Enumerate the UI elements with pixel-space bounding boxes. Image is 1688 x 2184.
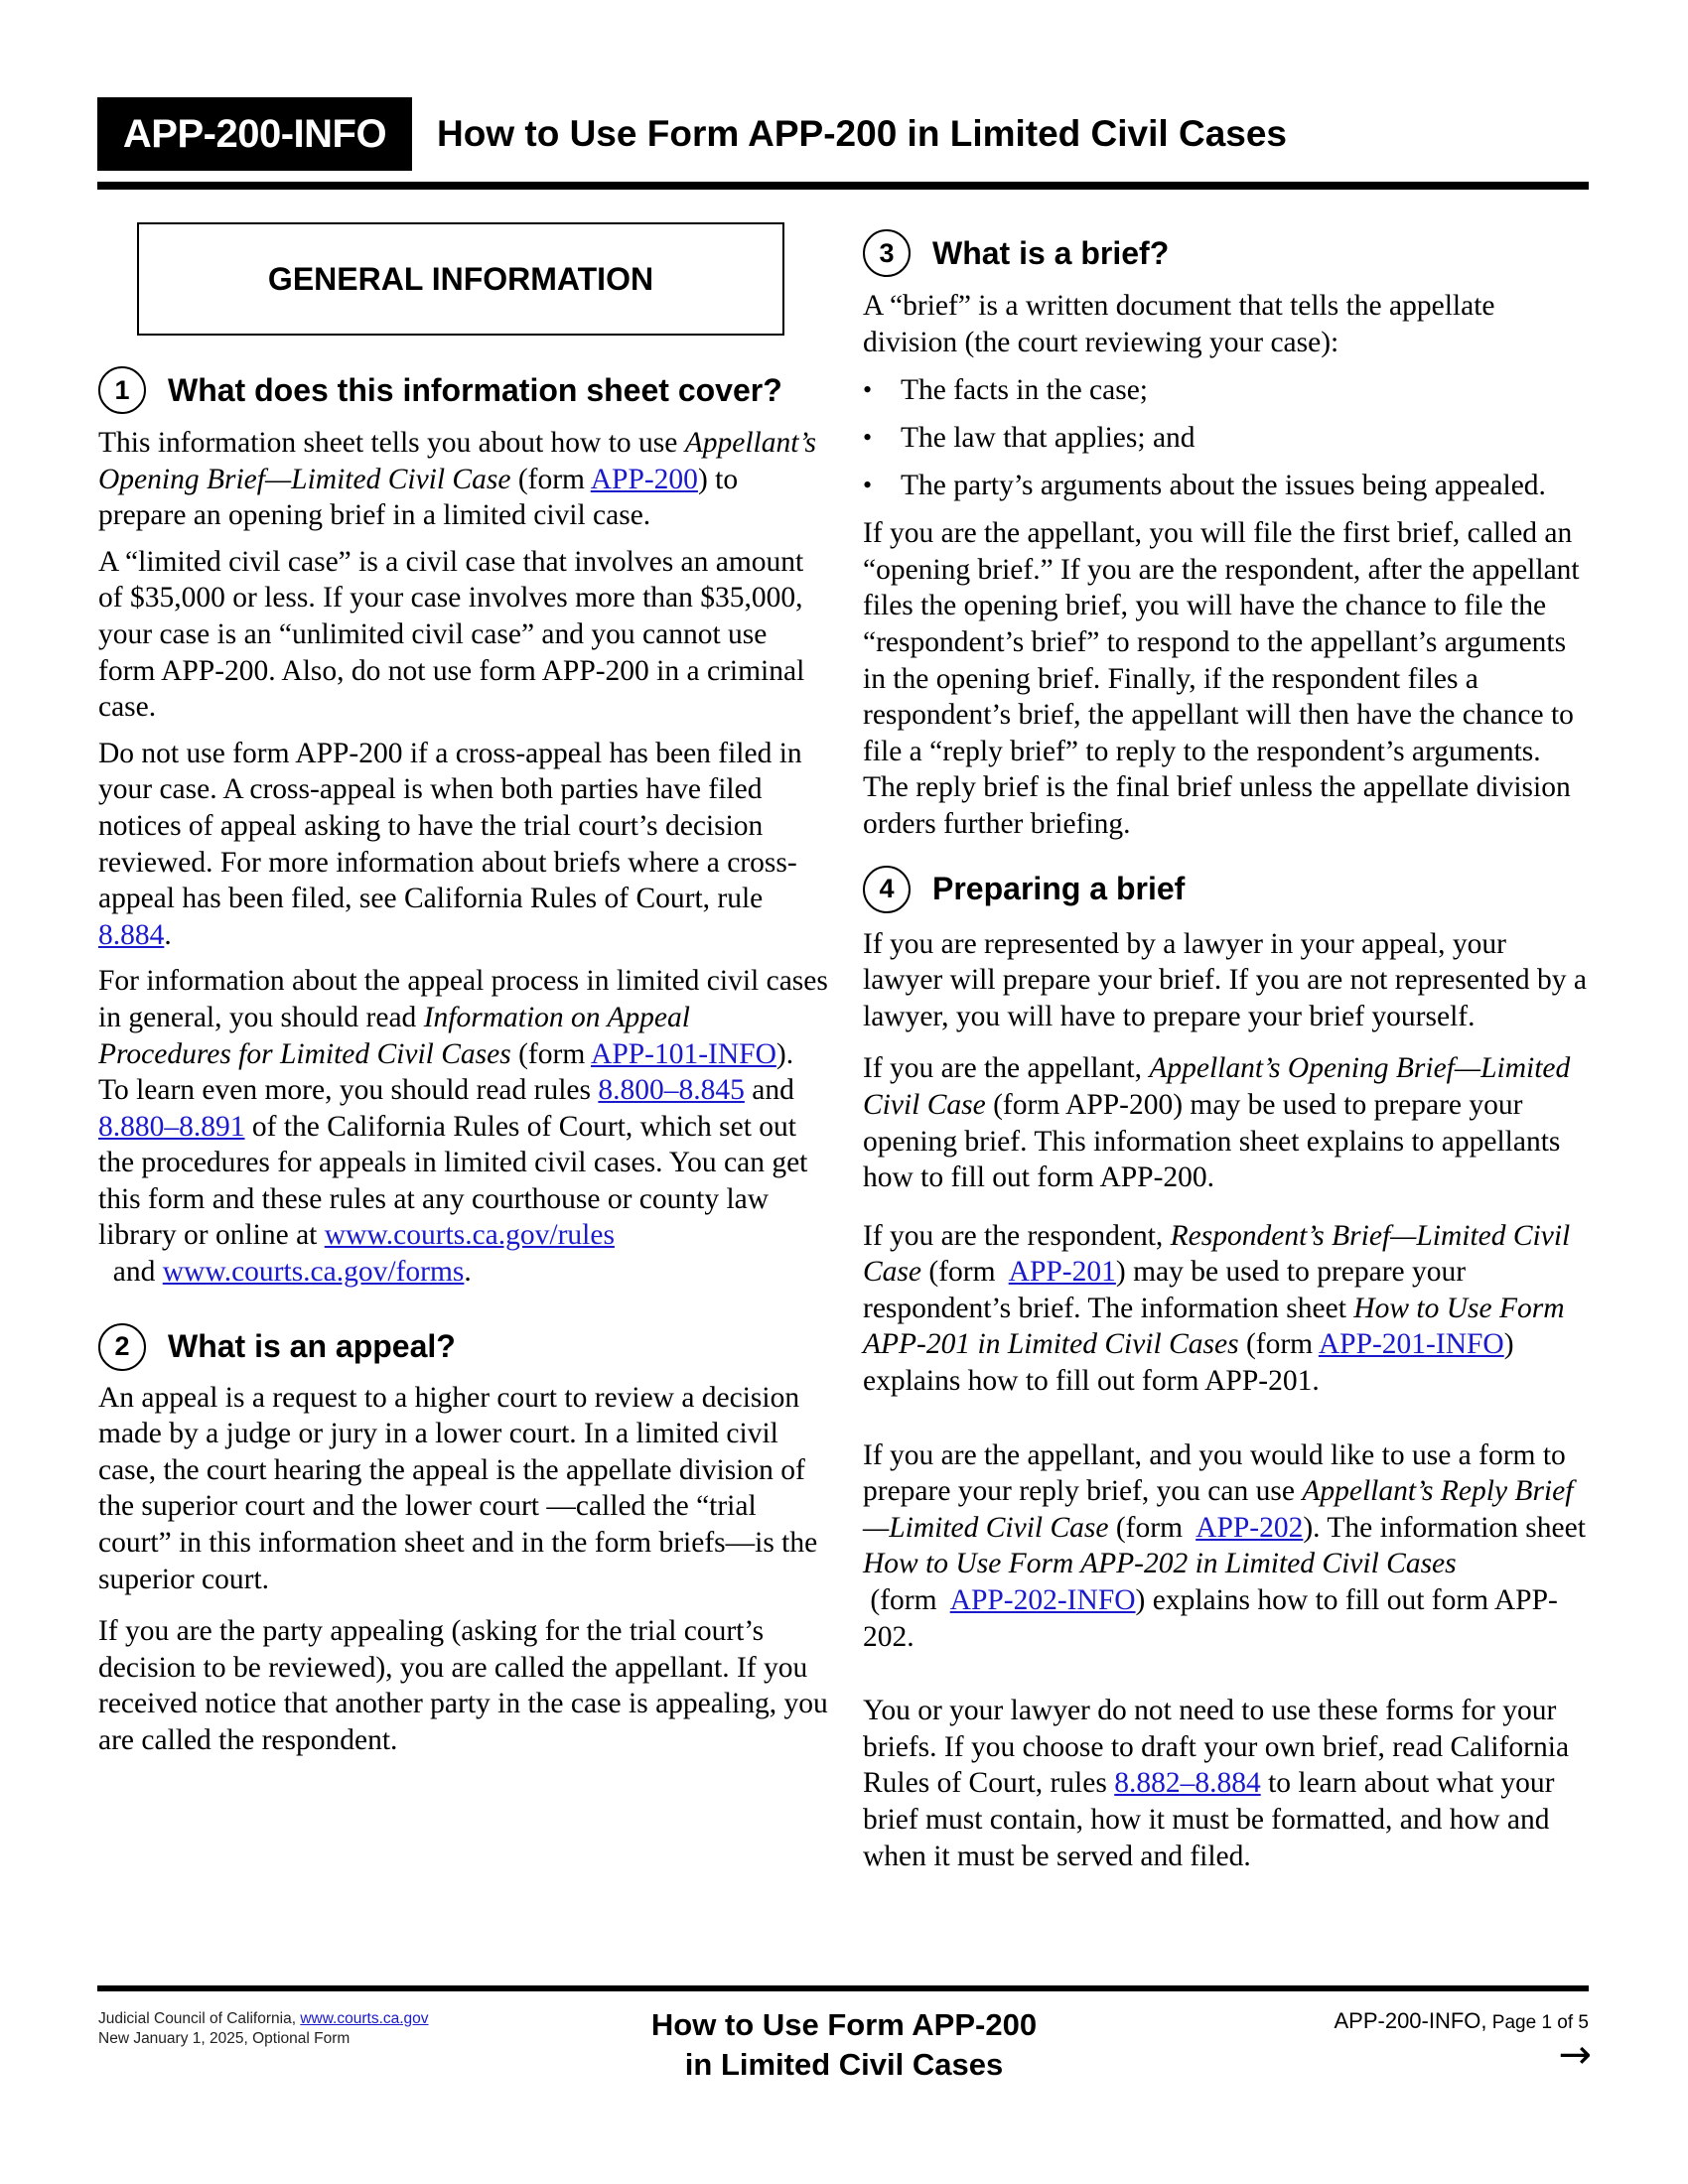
form-title-italic: Appellant’s Opening Brief—Limited Civil Case [863, 1052, 1571, 1121]
next-page-arrow-icon[interactable]: → [1558, 2032, 1592, 2078]
section-2-paragraph-1: An appeal is a request to a higher court to review a decision made by a judge or jury in a lower court. In a limited civil case, the court hearing the appeal is the appellate division of the superior court and the lower court —called the “trial court” in this information sheet and in the form briefs—is the superior court. [98, 1381, 818, 1595]
form-title-italic: How to Use Form APP-201 in Limited Civil Cases [863, 1292, 1565, 1361]
link-rules-8-880-8-891[interactable]: 8.880–8.891 [98, 1110, 245, 1143]
form-title-italic: Respondent’s Brief—Limited Civil Case [863, 1219, 1571, 1289]
link-app-201[interactable]: APP-201 [1008, 1256, 1116, 1289]
bullet-icon: • [863, 471, 873, 500]
section-2-paragraph-2: If you are the party appealing (asking for the trial court’s decision to be reviewed), you are called the appellant. If you received notice that another party in the case is appealing, you are called the respondent. [98, 1615, 828, 1756]
footer-divider [97, 1985, 1589, 1991]
text: and [744, 1074, 794, 1107]
section-1-paragraph-3 [98, 736, 828, 954]
text: (form [1108, 1511, 1196, 1544]
text: ) explains how to fill out form APP-201. [863, 1328, 1514, 1398]
link-courts-rules[interactable]: www.courts.ca.gov/rules [324, 1219, 615, 1252]
text: ). To learn even more, you should read rules [98, 1037, 794, 1107]
section-4-paragraph-5 [863, 1693, 1593, 1874]
link-rule-8-884[interactable]: 8.884 [98, 918, 165, 951]
text: If you are the appellant, and you would like to use a form to prepare your reply brief, you can use [863, 1438, 1566, 1508]
publisher-name: Judicial Council of California, [98, 2010, 301, 2027]
link-courts-home[interactable]: www.courts.ca.gov [300, 2010, 429, 2027]
general-information-label: GENERAL INFORMATION [267, 260, 654, 297]
form-code-badge: APP-200-INFO [97, 97, 412, 171]
text: ) to prepare an opening brief in a limited civil case. [98, 463, 739, 532]
link-rules-8-882-8-884[interactable]: 8.882–8.884 [1114, 1767, 1261, 1800]
form-title-italic: Appellant’s Reply Brief—Limited Civil Case [863, 1475, 1574, 1544]
general-information-box [137, 222, 784, 336]
section-1-paragraph-2: A “limited civil case” is a civil case that involves an amount of $35,000 or less. If your case involves more than $35,000, your case is an “unlimited civil case” and you cannot use form APP-200. Also, do not use form APP-200 in a criminal case. [98, 545, 805, 724]
text: (form [510, 463, 591, 495]
list-item [863, 372, 1593, 420]
footer-publisher [98, 2009, 429, 2049]
form-title-italic: Appellant’s Opening Brief—Limited Civil Case [98, 427, 816, 495]
page-title: How to Use Form APP-200 in Limited Civil Cases [437, 113, 1288, 154]
text: ). The information sheet [1303, 1511, 1586, 1544]
text: If you are the appellant, [863, 1052, 1150, 1085]
section-number-circle-icon: 3 [863, 229, 911, 277]
list-item-text: The law that applies; and [901, 422, 1196, 455]
section-2-title: What is an appeal? [168, 1328, 456, 1365]
list-item-text: The facts in the case; [901, 374, 1148, 407]
link-app-101-info[interactable]: APP-101-INFO [591, 1037, 776, 1070]
text: This information sheet tells you about how to use [98, 427, 685, 459]
section-2-heading [98, 1320, 828, 1374]
section-3-intro: A “brief” is a written document that tells the appellate division (the court reviewing your case): [863, 290, 1495, 358]
text: (form [863, 1584, 950, 1617]
section-1-title: What does this information sheet cover? [168, 371, 782, 408]
text: of the California Rules of Court, which set out the procedures for appeals in limited civil cases. You can get this form and these rules at any courthouse or county law library or online at [98, 1110, 808, 1252]
text: ) explains how to fill out form APP-202. [863, 1584, 1558, 1653]
list-item [863, 420, 1593, 468]
text: (form [1238, 1328, 1319, 1361]
text: ) may be used to prepare your respondent’s brief. The information sheet [863, 1256, 1467, 1324]
section-3-paragraph-2: If you are the appellant, you will file the first brief, called an “opening brief.” If you are the respondent, after the appellant files the opening brief, you will have the chance to file the “respondent’s brief” to respond to the appellant’s arguments in the opening brief. Finally, if the respondent files a respondent’s brief, the appellant will then have the chance to file a “reply brief” to reply to the respondent’s arguments. The reply brief is the final brief unless the appellate division orders further briefing. [863, 517, 1580, 840]
text: . [464, 1256, 472, 1289]
section-3-title: What is a brief? [932, 234, 1170, 271]
header-divider [97, 182, 1589, 190]
footer-title-line-1: How to Use Form APP-200 [650, 2007, 1038, 2042]
text: You or your lawyer do not need to use these forms for your briefs. If you choose to draft your own brief, read California Rules of Court, rules [863, 1695, 1570, 1800]
bullet-icon: • [863, 423, 873, 453]
text: (form [921, 1256, 1009, 1289]
brief-contents-list [863, 372, 1593, 515]
footer-title-line-2: in Limited Civil Cases [684, 2047, 1004, 2082]
section-1-paragraph-1 [98, 425, 828, 534]
section-number-circle-icon: 4 [863, 866, 911, 913]
section-4-paragraph-4 [863, 1437, 1593, 1656]
text: and [98, 1256, 163, 1289]
page-number: Page 1 of 5 [1486, 2012, 1589, 2033]
section-4-paragraph-1: If you are represented by a lawyer in your appeal, your lawyer will prepare your brief. If you are not represented by a lawyer, you will have to prepare your brief yourself. [863, 927, 1587, 1032]
link-courts-forms[interactable]: www.courts.ca.gov/forms [162, 1256, 465, 1289]
section-4-heading [863, 863, 1593, 916]
form-title-italic: How to Use Form APP-202 in Limited Civil Cases [863, 1548, 1457, 1580]
section-4-paragraph-3 [863, 1218, 1593, 1400]
section-number-circle-icon: 1 [98, 366, 146, 414]
footer-title [596, 2005, 1092, 2085]
link-app-201-info[interactable]: APP-201-INFO [1318, 1328, 1504, 1361]
list-item-text: The party’s arguments about the issues being appealed. [901, 470, 1546, 502]
text: For information about the appeal process in limited civil cases in general, you should read [98, 965, 828, 1033]
section-1-paragraph-4 [98, 963, 828, 1290]
text: . [164, 918, 172, 951]
section-1-heading [98, 363, 828, 417]
text: If you are the respondent, [863, 1219, 1171, 1252]
section-3-heading [863, 226, 1593, 280]
bullet-icon: • [863, 375, 873, 405]
text: (form [510, 1037, 592, 1070]
form-title-italic: Information on Appeal Procedures for Limited Civil Cases [98, 1001, 690, 1070]
right-column [863, 222, 1593, 1874]
link-rules-8-800-8-845[interactable]: 8.800–8.845 [598, 1074, 745, 1107]
text: to learn about what your brief must contain, how it must be formatted, and how and when it must be served and filed. [863, 1767, 1555, 1872]
list-item [863, 468, 1593, 515]
form-status: New January 1, 2025, Optional Form [98, 2030, 351, 2047]
section-4-paragraph-2 [863, 1050, 1593, 1195]
section-number-circle-icon: 2 [98, 1323, 146, 1371]
link-app-202[interactable]: APP-202 [1196, 1511, 1304, 1544]
page-indicator [1334, 2007, 1589, 2037]
text: (form APP-200) may be used to prepare your opening brief. This information sheet explains to appellants how to fill out form APP-200. [863, 1088, 1561, 1194]
footer-form-code: APP-200-INFO, [1334, 2008, 1487, 2033]
link-app-202-info[interactable]: APP-202-INFO [949, 1584, 1136, 1617]
link-app-200[interactable]: APP-200 [590, 463, 698, 495]
left-column [98, 222, 828, 1759]
text: Do not use form APP-200 if a cross-appeal has been filed in your case. A cross-appeal is when both parties have filed notices of appeal asking to have the trial court’s decision reviewed. For more information about briefs where a cross-appeal has been filed, see California Rules of Court, rule [98, 737, 802, 915]
section-4-title: Preparing a brief [932, 871, 1186, 907]
